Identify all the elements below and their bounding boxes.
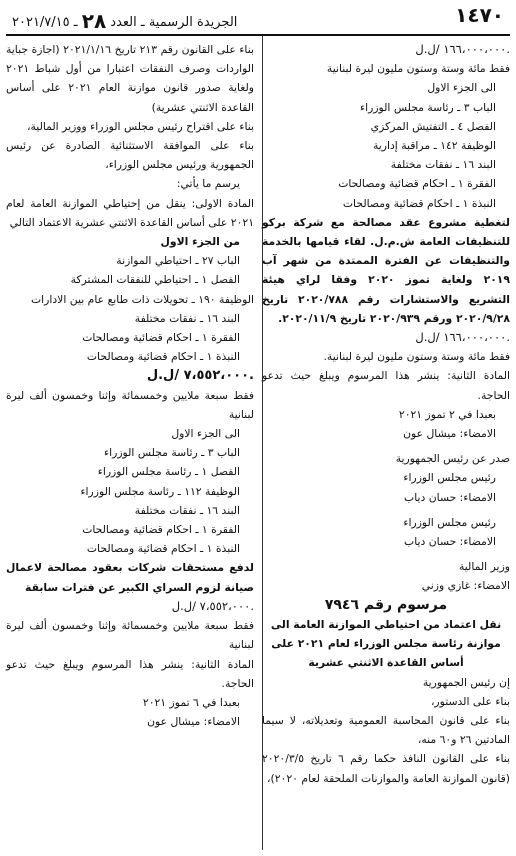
right-column bbox=[262, 40, 510, 788]
text-line: الامضاء: ميشال عون bbox=[403, 427, 496, 441]
text-line: رئيس مجلس الوزراء bbox=[403, 471, 496, 485]
left-column bbox=[6, 40, 254, 731]
text-line: مرسوم رقم ٧٩٤٦ bbox=[324, 596, 448, 613]
text-line: من الجزء الاول bbox=[160, 235, 240, 249]
text-line: فقط مائة وستة وستون مليون ليرة لبنانية. bbox=[323, 350, 510, 364]
text-line: الفقرة ١ ـ احكام قضائية ومصالحات bbox=[338, 177, 496, 191]
text-line: ٧،٥٥٢،٠٠٠ /ل.ل. bbox=[171, 598, 254, 613]
text-line: الوظيفة ١٩٠ ـ تحويلات ذات طابع عام بين الادارات bbox=[30, 292, 254, 306]
text-line: صدر عن رئيس الجمهورية bbox=[395, 452, 510, 466]
text-line: الباب ٣ ـ رئاسة مجلس الوزراء bbox=[104, 446, 240, 460]
text-line: الباب ٢٧ ـ احتياطي الموازنة bbox=[116, 254, 240, 268]
journal-name: الجريدة الرسمية ـ العدد bbox=[110, 15, 238, 30]
header-rule bbox=[6, 34, 510, 36]
page-header bbox=[8, 3, 508, 33]
page-number: ١٤٧٠ bbox=[455, 3, 504, 27]
text-line: الفقرة ١ ـ احكام قضائية ومصالحات bbox=[82, 523, 240, 537]
text-line: بناء على القانون رقم ٢١٣ تاريخ ٢٠٢١/١/١٦ (اجازة جباية الواردات وصرف النفقات اعتبارا من أول شباط ٢٠٢١ ولغاية صدور قانون موازنة العام ٢٠٢١ على أساس القاعدة الاثنتي عشرية) bbox=[6, 43, 254, 114]
text-line: المادة الثانية: ينشر هذا المرسوم ويبلغ حيث تدعو الحاجة. bbox=[262, 369, 510, 402]
text-line: الامضاء: حسان دياب bbox=[404, 490, 496, 504]
text-line: الامضاء: حسان دياب bbox=[404, 535, 496, 549]
text-line: ١٦٦،٠٠٠،٠٠٠ /ل.ل. bbox=[415, 330, 510, 345]
text-line: الفصل ١ ـ احتياطي للنفقات المشتركة bbox=[70, 273, 240, 287]
text-line: النبذة ١ ـ احكام قضائية ومصالحات bbox=[86, 542, 240, 556]
text-line: البند ١٦ ـ نفقات مختلفة bbox=[134, 503, 240, 517]
text-line: المادة الاولى: ينقل من إحتياطي الموازنة العامة لعام ٢٠٢١ على أساس القاعدة الاثنتي عشرية الاعتماد التالي bbox=[6, 196, 254, 229]
text-line: ١٦٦،٠٠٠،٠٠٠ /ل.ل. bbox=[415, 42, 510, 56]
text-line: بناء على قانون المحاسبة العمومية وتعديلاته، لا سيما المادتين ٢٦ و٦٠ منه، bbox=[262, 713, 510, 747]
text-line: بناء على الموافقة الاستثنائية الصادرة عن رئيس الجمهورية ورئيس مجلس الوزراء، bbox=[6, 139, 254, 172]
header-title bbox=[12, 9, 237, 33]
text-line: الباب ٣ ـ رئاسة مجلس الوزراء bbox=[360, 100, 496, 114]
text-line: الفصل ٤ ـ التفتيش المركزي bbox=[370, 119, 496, 133]
text-line: الفصل ١ ـ رئاسة مجلس الوزراء bbox=[97, 465, 240, 479]
text-line: الوظيفة ١١٢ ـ رئاسة مجلس الوزراء bbox=[80, 484, 240, 498]
text-line: لتغطية مشروع عقد مصالحة مع شركة بركو للتنظيفات العامة ش.م.ل. لقاء قيامها بالخدمة والتنظيفات عن الفترة الممتدة من شهر آب ٢٠١٩ ولغاية تموز ٢٠٢٠ وفقا لراي هيئة التشريع والاستشارات رقم ٢٠٢٠/٧٨٨ تاريخ ٢٠٢٠/٩/٢٨ ورقم ٢٠٢٠/٩٣٩ تاريخ ٢٠٢٠/١١/٩. bbox=[262, 215, 511, 325]
issue-number: ٢٨ bbox=[81, 9, 107, 33]
text-line: بناء على القانون النافذ حكما رقم ٦ تاريخ ٢٠٢٠/٣/٥ (قانون الموازنة العامة والموازنات الملحقة لعام ٢٠٢٠)، bbox=[262, 752, 510, 785]
text-line: لدفع مستحقات شركات بعقود مصالحة لاعمال صيانة لزوم السراي الكبير عن فترات سابقة bbox=[6, 561, 254, 594]
text-line: بناء على الدستور، bbox=[430, 694, 510, 708]
text-line: بعبدا في ٦ تموز ٢٠٢١ bbox=[142, 695, 240, 709]
text-line: الامضاء: ميشال عون bbox=[147, 715, 240, 729]
text-line: المادة الثانية: ينشر هذا المرسوم ويبلغ حيث تدعو الحاجة. bbox=[6, 657, 254, 690]
text-line: ٧،٥٥٢،٠٠٠ /ل.ل. bbox=[146, 368, 254, 384]
text-line: البند ١٦ ـ نفقات مختلفة bbox=[390, 158, 496, 172]
text-line: فقط سبعة ملايين وخمسمائة وإثنا وخمسون ألف ليرة لبنانية bbox=[6, 619, 254, 652]
text-line: نقل اعتماد من احتياطي الموازنة العامة الى موازنة رئاسة مجلس الوزراء لعام ٢٠٢١ على أساس القاعدة الاثنتي عشرية bbox=[270, 617, 502, 670]
text-line: بعبدا في ٢ تموز ٢٠٢١ bbox=[398, 407, 496, 421]
text-line: البند ١٦ ـ نفقات مختلفة bbox=[134, 311, 240, 325]
text-line: رئيس مجلس الوزراء bbox=[403, 515, 496, 529]
text-line: إن رئيس الجمهورية bbox=[422, 675, 510, 689]
text-line: الفقرة ١ ـ احكام قضائية ومصالحات bbox=[82, 331, 240, 345]
text-line: النبذة ١ ـ احكام قضائية ومصالحات bbox=[342, 196, 496, 210]
text-line: النبذة ١ ـ احكام قضائية ومصالحات bbox=[86, 350, 240, 364]
text-line: وزير المالية bbox=[459, 560, 510, 574]
text-line: الوظيفة ١٤٢ ـ مراقبة إدارية bbox=[372, 139, 496, 153]
text-line: الامضاء: غازي وزني bbox=[421, 579, 510, 593]
text-line: الى الجزء الاول bbox=[171, 427, 240, 441]
text-line: فقط مائة وستة وستون مليون ليرة لبنانية bbox=[326, 62, 510, 76]
text-line: الى الجزء الاول bbox=[427, 81, 496, 95]
text-line: يرسم ما يأتي: bbox=[176, 177, 240, 191]
issue-date: ـ ٢٠٢١/٧/١٥ bbox=[12, 15, 78, 30]
text-line: فقط سبعة ملايين وخمسمائة وإثنا وخمسون ألف ليرة لبنانية bbox=[6, 388, 254, 421]
text-line: بناء على اقتراح رئيس مجلس الوزراء ووزير المالية، bbox=[27, 119, 254, 133]
